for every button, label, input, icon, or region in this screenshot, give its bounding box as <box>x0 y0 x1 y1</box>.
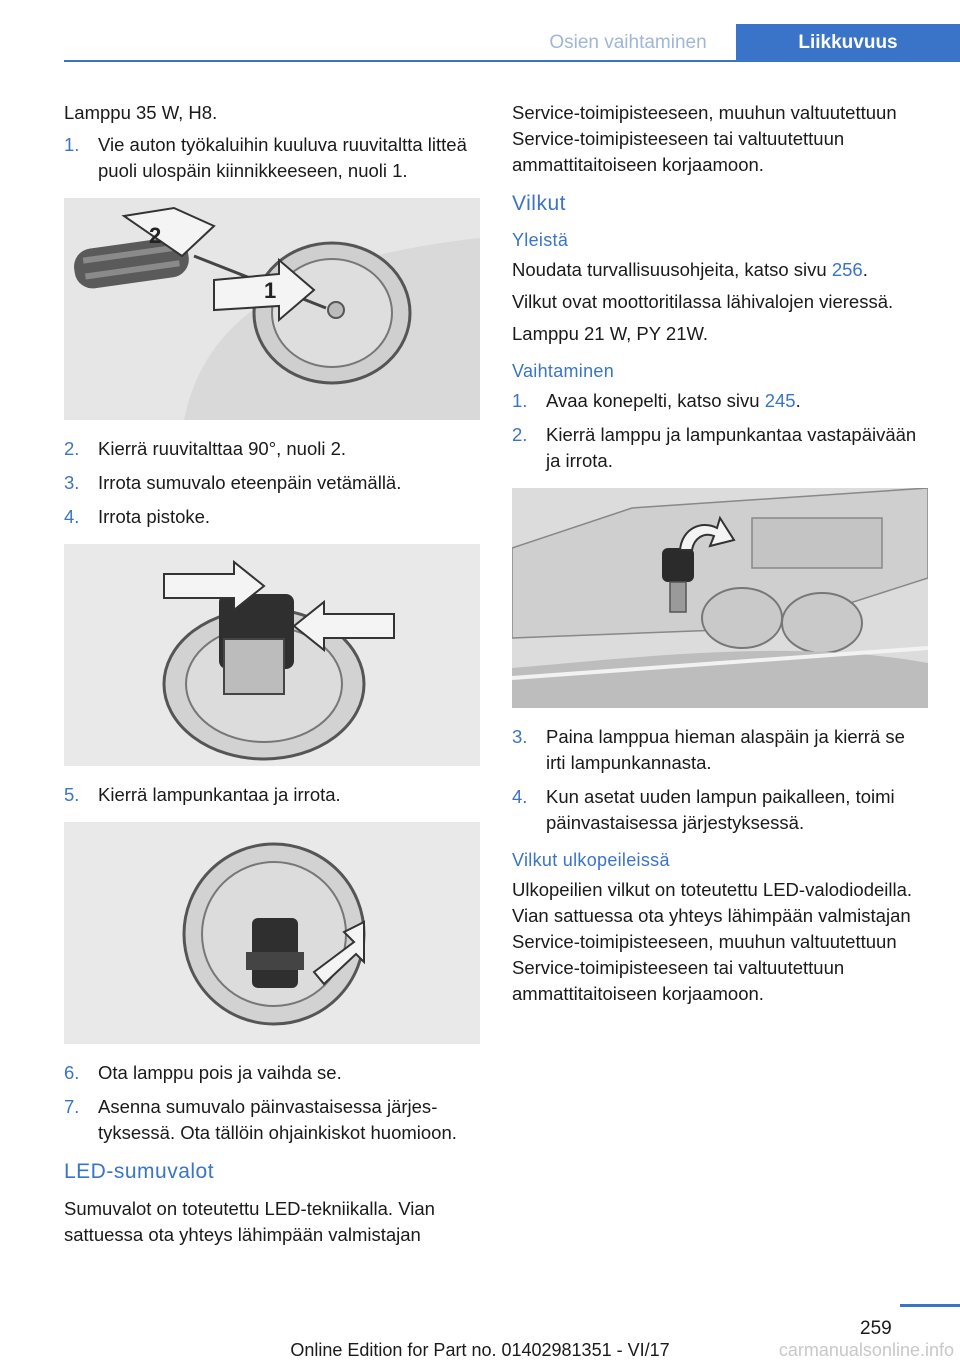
step-number: 1. <box>64 134 80 155</box>
figure-engine-bay-turn-signal <box>512 488 928 708</box>
arrow-label-1: 1 <box>264 278 277 303</box>
header-rule <box>64 60 960 62</box>
page-number: 259 <box>860 1318 892 1339</box>
engine-bay-illustration <box>512 488 928 708</box>
step-text: Kun asetat uuden lampun paikalleen, toimi päinvastaisessa järjestyksessä. <box>546 786 895 833</box>
subheading-general: Yleistä <box>512 230 569 250</box>
safety-reference-prefix: Noudata turvallisuusohjeita, katso sivu <box>512 259 832 280</box>
step-text: Paina lamppua hieman alaspäin ja kierrä se irti lampunkannasta. <box>546 726 905 773</box>
step-number: 3. <box>512 726 528 747</box>
header-chapter-tab[interactable]: Liikkuvuus <box>736 24 960 62</box>
edition-footer: Online Edition for Part no. 01402981351 - VI/17 <box>290 1340 670 1360</box>
list-item <box>512 784 928 836</box>
list-item <box>64 436 480 462</box>
right-column <box>512 100 928 1013</box>
screwdriver-illustration <box>64 198 480 420</box>
step-number: 2. <box>64 438 80 459</box>
watermark: carmanualsonline.info <box>778 1340 954 1360</box>
step-text: Asenna sumuvalo päinvastaisessa järjestyksessä. Ota tällöin ohjainkiskot huomioon. <box>98 1096 457 1143</box>
turn-signal-location-text: Vilkut ovat moottoritilassa lähivalojen vieressä. <box>512 291 894 312</box>
step-text: Kierrä ruuvitalttaa 90°, nuoli 2. <box>98 438 347 459</box>
header-section-title: Osien vaihtaminen <box>549 32 707 53</box>
figure-bulb-socket <box>64 822 480 1044</box>
mirror-turn-signals-text: Ulkopeilien vilkut on toteutettu LED-valodiodeilla. Vian sattuessa ota yhteys lähimpään valmistajan Service-toimipisteeseen, muuhun valtuutettuun Service-toimipisteeseen tai valtuutettuun ammattitaitoiseen korjaamoon. <box>512 879 913 1004</box>
subheading-replacing: Vaihtaminen <box>512 361 615 381</box>
step-number: 4. <box>64 506 80 527</box>
connector-illustration <box>64 544 480 766</box>
list-item <box>64 504 480 530</box>
step-number: 2. <box>512 424 528 445</box>
led-fog-lights-text: Sumuvalot on toteutettu LED-tekniikalla. Vian sattuessa ota yhteys lähimpään valmistajan <box>64 1198 435 1245</box>
step-number: 3. <box>64 472 80 493</box>
arrow-label-2: 2 <box>149 223 162 248</box>
step-number: 1. <box>512 390 528 411</box>
step-text-suffix: . <box>795 390 801 411</box>
step-text: Ota lamppu pois ja vaihda se. <box>98 1062 342 1083</box>
step-text: Irrota pistoke. <box>98 506 211 527</box>
turn-signal-lamp-spec: Lamppu 21 W, PY 21W. <box>512 323 709 344</box>
list-item <box>512 422 928 474</box>
list-item <box>64 132 480 184</box>
step-number: 7. <box>64 1096 80 1117</box>
list-item <box>64 782 480 808</box>
step-number: 4. <box>512 786 528 807</box>
step-number: 5. <box>64 784 80 805</box>
list-item <box>64 470 480 496</box>
list-item <box>64 1094 480 1146</box>
figure-fog-light-connector <box>64 544 480 766</box>
step-text-prefix: Avaa konepelti, katso sivu <box>546 390 765 411</box>
step-text: Kierrä lampunkantaa ja irrota. <box>98 784 341 805</box>
subheading-mirror-turn-signals: Vilkut ulkopeileissä <box>512 850 670 870</box>
continued-text: Service-toimipisteeseen, muuhun valtuutettuun Service-toimipisteeseen tai valtuutettuun ammattitaitoiseen korjaamoon. <box>512 102 897 175</box>
left-column <box>64 100 480 1254</box>
safety-reference-suffix: . <box>862 259 868 280</box>
safety-reference-text <box>512 257 928 283</box>
step-number: 6. <box>64 1062 80 1083</box>
section-heading-turn-signals: Vilkut <box>512 192 566 215</box>
figure-screwdriver-fog-light <box>64 198 480 420</box>
list-item <box>64 1060 480 1086</box>
section-heading-led-fog-lights: LED-sumuvalot <box>64 1160 215 1183</box>
step-text: Vie auton työkaluihin kuuluva ruuvitaltta litteä puoli ulospäin kiinnikkeeseen, nuoli 1. <box>98 134 467 181</box>
step-text: Irrota sumuvalo eteenpäin vetämällä. <box>98 472 402 493</box>
step-text: Kierrä lamppu ja lampunkantaa vastapäivään ja irrota. <box>546 424 917 471</box>
page-link-256[interactable]: 256 <box>831 259 863 280</box>
lamp-spec-text: Lamppu 35 W, H8. <box>64 102 218 123</box>
list-item <box>512 388 928 414</box>
page-number-rule <box>900 1304 960 1307</box>
list-item <box>512 724 928 776</box>
bulb-socket-illustration <box>64 822 480 1044</box>
page-link-245[interactable]: 245 <box>764 390 796 411</box>
